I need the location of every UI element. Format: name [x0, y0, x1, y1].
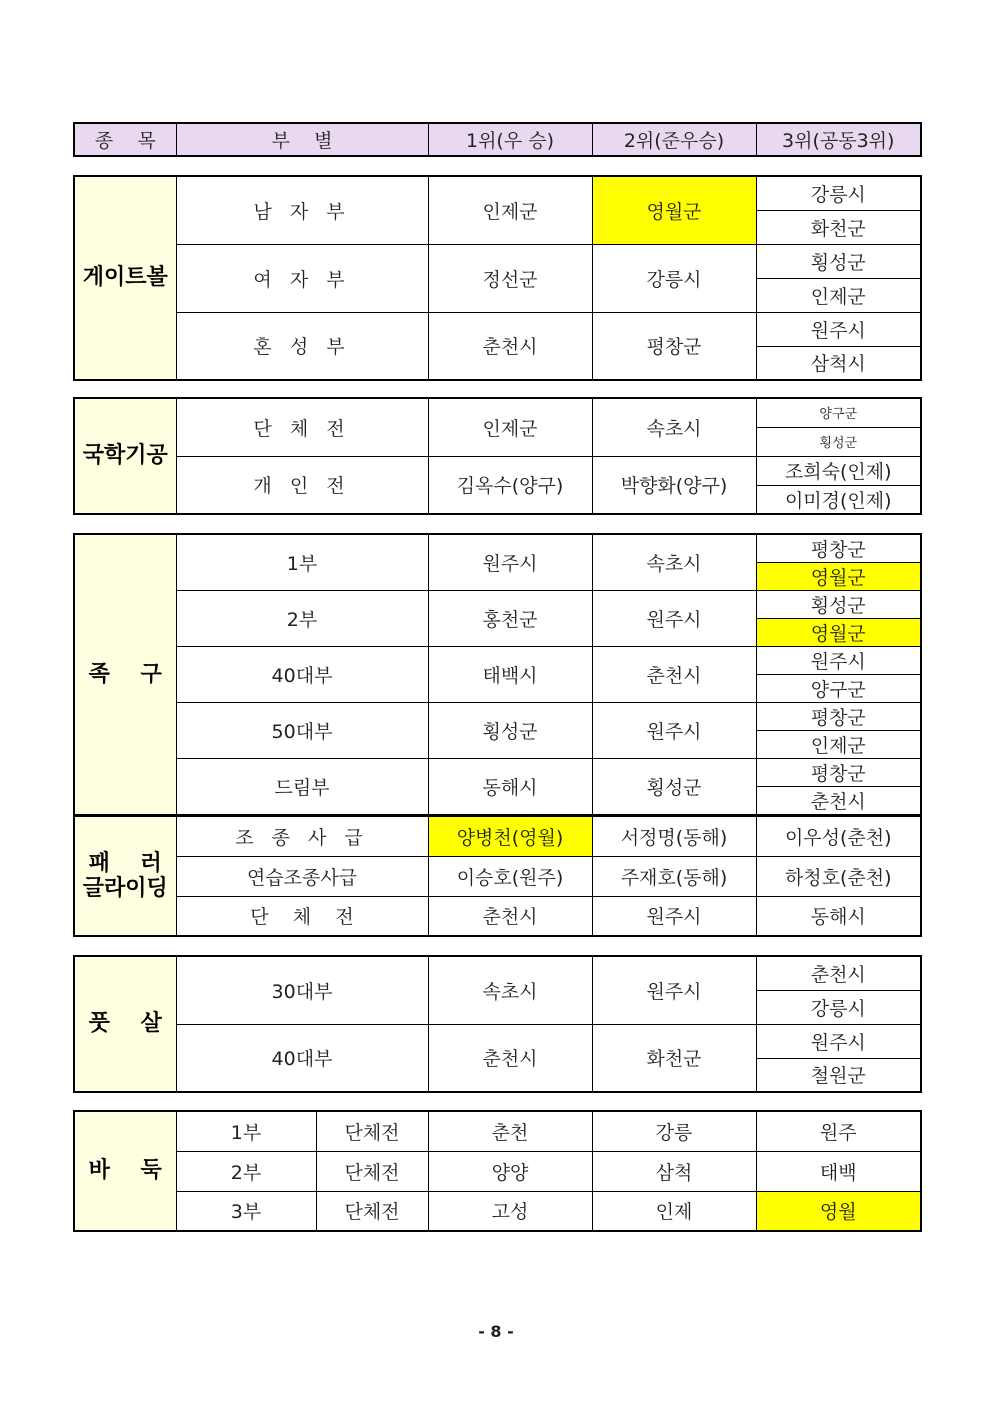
- division-cell: 개 인 전: [176, 456, 428, 514]
- division-cell: 30대부: [176, 956, 428, 1024]
- gukhak-category: 국학기공: [74, 398, 176, 514]
- header-sport: 종 목: [74, 123, 176, 156]
- second-place-cell: 평창군: [592, 312, 756, 380]
- third-place-cell: 영월군: [756, 619, 921, 647]
- first-place-cell: 춘천시: [428, 1024, 592, 1092]
- division-cell: 단 체 전: [176, 896, 428, 936]
- third-place-cell: 양구군: [756, 398, 921, 427]
- third-place-cell: 원주시: [756, 1024, 921, 1058]
- division-cell: 1부: [176, 1111, 316, 1151]
- type-cell: 단체전: [316, 1111, 428, 1151]
- second-place-cell: 원주시: [592, 703, 756, 759]
- paraglide-category-line1: 패 러: [88, 850, 162, 876]
- first-place-cell: 이승호(원주): [428, 856, 592, 896]
- third-place-cell: 춘천시: [756, 787, 921, 816]
- paraglide-category-line2: 글라이딩: [82, 876, 168, 901]
- second-place-cell: 강릉: [592, 1111, 756, 1151]
- first-place-cell: 춘천: [428, 1111, 592, 1151]
- third-place-cell: 강릉시: [756, 990, 921, 1024]
- type-cell: 단체전: [316, 1151, 428, 1191]
- second-place-cell: 서정명(동해): [592, 816, 756, 856]
- first-place-cell: 춘천시: [428, 896, 592, 936]
- third-place-cell: 조희숙(인제): [756, 456, 921, 485]
- gukhak-table: [73, 397, 922, 515]
- second-place-cell: 강릉시: [592, 244, 756, 312]
- second-place-cell: 박향화(양구): [592, 456, 756, 514]
- second-place-cell: 화천군: [592, 1024, 756, 1092]
- third-place-cell: 이미경(인제): [756, 485, 921, 514]
- header-third: 3위(공동3위): [756, 123, 921, 156]
- third-place-cell: 인제군: [756, 731, 921, 759]
- jokgu-table: [73, 533, 922, 816]
- first-place-cell: 홍천군: [428, 591, 592, 647]
- third-place-cell: 횡성군: [756, 244, 921, 278]
- division-cell: 조 종 사 급: [176, 816, 428, 856]
- futsal-table: [73, 955, 922, 1093]
- third-place-cell: 원주시: [756, 647, 921, 675]
- first-place-cell: 고성: [428, 1191, 592, 1231]
- first-place-cell: 태백시: [428, 647, 592, 703]
- first-place-cell: 인제군: [428, 176, 592, 244]
- third-place-cell: 평창군: [756, 703, 921, 731]
- division-cell: 1부: [176, 534, 428, 591]
- third-place-cell: 인제군: [756, 278, 921, 312]
- division-cell: 여 자 부: [176, 244, 428, 312]
- third-place-cell: 원주시: [756, 312, 921, 346]
- third-place-cell: 태백: [756, 1151, 921, 1191]
- second-place-cell: 속초시: [592, 398, 756, 456]
- division-cell: 혼 성 부: [176, 312, 428, 380]
- third-place-cell: 양구군: [756, 675, 921, 703]
- first-place-cell: 김옥수(양구): [428, 456, 592, 514]
- header-first: 1위(우 승): [428, 123, 592, 156]
- second-place-cell: 인제: [592, 1191, 756, 1231]
- first-place-cell: 횡성군: [428, 703, 592, 759]
- third-place-cell: 철원군: [756, 1058, 921, 1092]
- paraglide-table: [73, 815, 922, 937]
- third-place-cell: 영월: [756, 1191, 921, 1231]
- third-place-cell: 원주: [756, 1111, 921, 1151]
- third-place-cell: 화천군: [756, 210, 921, 244]
- type-cell: 단체전: [316, 1191, 428, 1231]
- second-place-cell: 영월군: [592, 176, 756, 244]
- division-cell: 드림부: [176, 759, 428, 816]
- page-number: - 8 -: [478, 1322, 514, 1341]
- third-place-cell: 동해시: [756, 896, 921, 936]
- second-place-cell: 춘천시: [592, 647, 756, 703]
- first-place-cell: 양병천(영월): [428, 816, 592, 856]
- division-cell: 40대부: [176, 1024, 428, 1092]
- second-place-cell: 횡성군: [592, 759, 756, 816]
- division-cell: 남 자 부: [176, 176, 428, 244]
- first-place-cell: 속초시: [428, 956, 592, 1024]
- third-place-cell: 횡성군: [756, 591, 921, 619]
- second-place-cell: 속초시: [592, 534, 756, 591]
- third-place-cell: 이우성(춘천): [756, 816, 921, 856]
- gateball-category: 게이트볼: [74, 176, 176, 380]
- division-cell: 단 체 전: [176, 398, 428, 456]
- third-place-cell: 하청호(춘천): [756, 856, 921, 896]
- first-place-cell: 정선군: [428, 244, 592, 312]
- third-place-cell: 영월군: [756, 563, 921, 591]
- third-place-cell: 횡성군: [756, 427, 921, 456]
- division-cell: 50대부: [176, 703, 428, 759]
- first-place-cell: 양양: [428, 1151, 592, 1191]
- division-cell: 2부: [176, 1151, 316, 1191]
- third-place-cell: 강릉시: [756, 176, 921, 210]
- second-place-cell: 원주시: [592, 956, 756, 1024]
- first-place-cell: 원주시: [428, 534, 592, 591]
- third-place-cell: 평창군: [756, 534, 921, 563]
- division-cell: 연습조종사급: [176, 856, 428, 896]
- first-place-cell: 인제군: [428, 398, 592, 456]
- second-place-cell: 삼척: [592, 1151, 756, 1191]
- gateball-table: [73, 175, 922, 381]
- futsal-category: 풋 살: [74, 956, 176, 1092]
- baduk-table: [73, 1110, 922, 1232]
- header-division: 부 별: [176, 123, 428, 156]
- first-place-cell: 춘천시: [428, 312, 592, 380]
- third-place-cell: 삼척시: [756, 346, 921, 380]
- division-cell: 3부: [176, 1191, 316, 1231]
- header-second: 2위(준우승): [592, 123, 756, 156]
- second-place-cell: 원주시: [592, 591, 756, 647]
- second-place-cell: 원주시: [592, 896, 756, 936]
- second-place-cell: 주재호(동해): [592, 856, 756, 896]
- first-place-cell: 동해시: [428, 759, 592, 816]
- third-place-cell: 춘천시: [756, 956, 921, 990]
- third-place-cell: 평창군: [756, 759, 921, 787]
- baduk-category: 바 둑: [74, 1111, 176, 1231]
- division-cell: 40대부: [176, 647, 428, 703]
- division-cell: 2부: [176, 591, 428, 647]
- header-table: [73, 122, 922, 157]
- jokgu-category: 족 구: [74, 534, 176, 815]
- paraglide-category: [74, 816, 176, 936]
